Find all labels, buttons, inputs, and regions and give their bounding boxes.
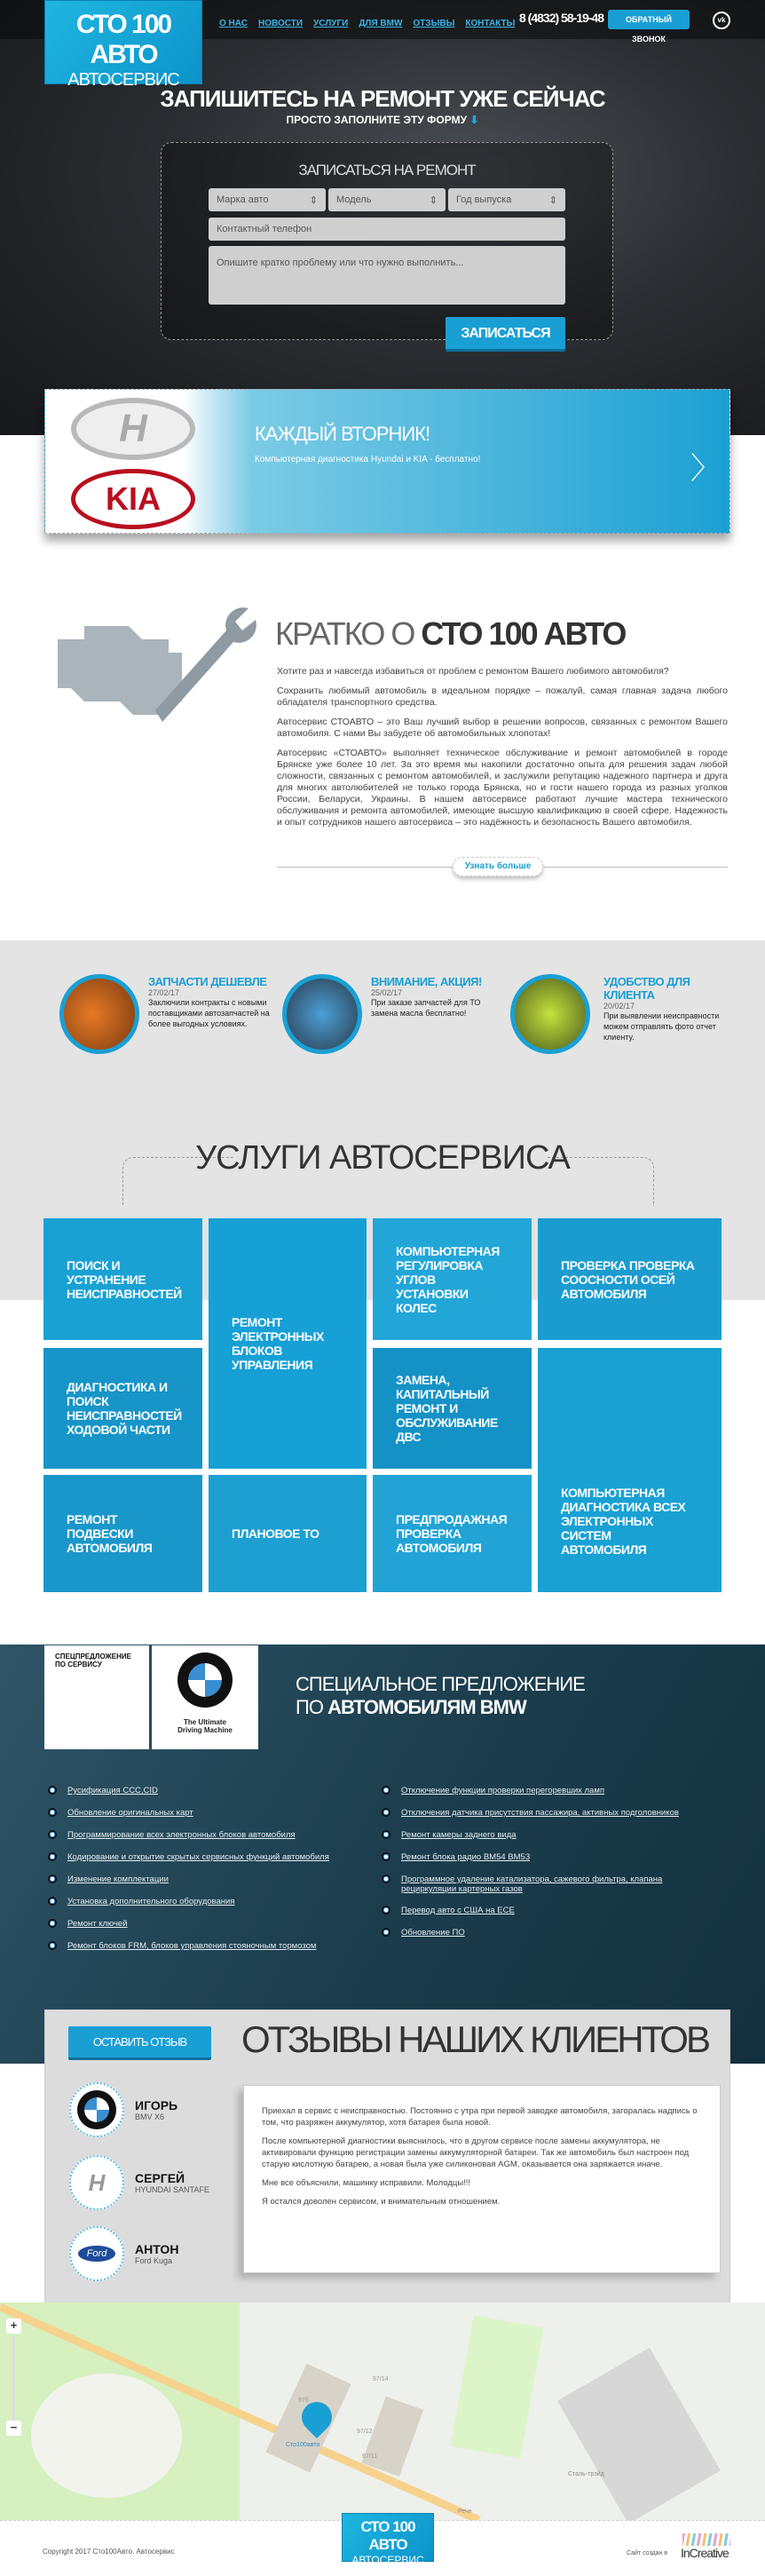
reviewer-car: BMV X6 bbox=[135, 2112, 165, 2121]
news-image[interactable] bbox=[282, 974, 362, 1054]
reviewer[interactable] bbox=[69, 2082, 177, 2137]
bmw-badge: СПЕЦПРЕДЛОЖЕНИЕ ПО СЕРВИСУ bbox=[44, 1645, 149, 1749]
hero-subtitle-text: ПРОСТО ЗАПОЛНИТЕ ЭТУ ФОРМУ bbox=[286, 114, 468, 126]
bmw-service-label: Ремонт ключей bbox=[67, 1919, 128, 1929]
news-text: При заказе запчастей для ТО замена масла бесплатно! bbox=[371, 998, 481, 1018]
bmw-service-label: Русификация CCC,CID bbox=[67, 1786, 158, 1795]
banner-text: Компьютерная диагностика Hyundai и KIA - бесплатно! bbox=[255, 455, 481, 464]
vk-icon[interactable]: vk bbox=[713, 12, 730, 29]
bmw-title-line1: СПЕЦИАЛЬНОЕ ПРЕДЛОЖЕНИЕ bbox=[296, 1673, 585, 1695]
bmw-service-label: Ремонт камеры заднего вида bbox=[401, 1830, 517, 1840]
zoom-in-button[interactable]: + bbox=[6, 2318, 21, 2334]
form-title: ЗАПИСАТЬСЯ НА РЕМОНТ bbox=[298, 162, 476, 178]
bmw-service-link[interactable] bbox=[382, 1786, 604, 1795]
phone-input[interactable]: Контактный телефон bbox=[209, 218, 565, 241]
nav-contacts[interactable]: КОНТАКТЫ bbox=[465, 19, 516, 28]
news-item[interactable] bbox=[603, 975, 728, 1042]
phone-number[interactable]: 8 (4832) 58-19-48 bbox=[519, 11, 604, 25]
news-date: 20/02/17 bbox=[603, 1002, 635, 1011]
service-tile[interactable]: ПРЕДПРОДАЖНАЯ ПРОВЕРКА АВТОМОБИЛЯ bbox=[373, 1475, 532, 1592]
reviewer[interactable] bbox=[69, 2155, 209, 2210]
made-by-label: Сайт создан в bbox=[627, 2550, 668, 2556]
hyundai-logo-icon: H bbox=[69, 2155, 124, 2210]
hyundai-logo-mark: H bbox=[119, 407, 147, 450]
bmw-service-link[interactable] bbox=[48, 1941, 316, 1951]
bmw-service-link[interactable] bbox=[48, 1897, 234, 1906]
bmw-service-label: Изменение комплектации bbox=[67, 1875, 169, 1884]
map-label: 97/11 bbox=[362, 2453, 377, 2460]
service-tile[interactable]: КОМПЬЮТЕРНАЯ ДИАГНОСТИКА ВСЕХ ЭЛЕКТРОННЫХ СИСТЕМ АВТОМОБИЛЯ bbox=[538, 1348, 722, 1592]
hero-subtitle bbox=[0, 114, 765, 126]
ford-logo-icon: Ford bbox=[69, 2226, 124, 2281]
increative-logo-icon bbox=[682, 2533, 730, 2546]
learn-more-button[interactable]: Узнать больше bbox=[453, 857, 543, 876]
map-label: 97/12 bbox=[357, 2429, 373, 2435]
bmw-bullet-icon bbox=[382, 1906, 390, 1914]
news-date: 27/02/17 bbox=[148, 988, 180, 997]
service-tile[interactable]: ДИАГНОСТИКА И ПОИСК НЕИСПРАВНОСТЕЙ ХОДОВОЙ ЧАСТИ bbox=[43, 1348, 202, 1469]
map-label: 97б bbox=[298, 2398, 309, 2404]
review-card bbox=[243, 2085, 721, 2273]
news-item[interactable] bbox=[148, 975, 272, 1029]
bmw-service-link[interactable] bbox=[382, 1875, 683, 1894]
submit-button[interactable]: ЗАПИСАТЬСЯ bbox=[446, 317, 565, 352]
map-place-label: Сто100авто bbox=[286, 2442, 320, 2448]
bmw-service-link[interactable] bbox=[382, 1830, 517, 1840]
bmw-service-label: Программирование всех электронных блоков автомобиля bbox=[67, 1830, 296, 1840]
bmw-service-label: Программное удаление катализатора, сажевого фильтра, клапана рециркуляции картерных газов bbox=[401, 1875, 663, 1894]
services-title: УСЛУГИ АВТОСЕРВИСА bbox=[195, 1139, 570, 1177]
bmw-logo-icon bbox=[69, 2082, 124, 2137]
map-graphics bbox=[0, 2303, 765, 2520]
bmw-logo-box bbox=[152, 1645, 258, 1749]
news-text: При выявлении неисправности можем отправлять фото отчет клиенту. bbox=[603, 1011, 720, 1042]
bmw-roundel-icon bbox=[188, 1663, 222, 1697]
service-tile[interactable]: КОМПЬЮТЕРНАЯ РЕГУЛИРОВКА УГЛОВ УСТАНОВКИ КОЛЕС bbox=[373, 1218, 532, 1340]
bmw-service-link[interactable] bbox=[382, 1808, 679, 1818]
bmw-bullet-icon bbox=[382, 1928, 390, 1937]
banner-title: КАЖДЫЙ ВТОРНИК! bbox=[255, 423, 430, 445]
news-title: ВНИМАНИЕ, АКЦИЯ! bbox=[371, 975, 482, 988]
footer-logo-line1: СТО 100 АВТО bbox=[360, 2518, 415, 2553]
footer-logo[interactable] bbox=[342, 2513, 434, 2566]
service-tile[interactable]: ЗАМЕНА, КАПИТАЛЬНЫЙ РЕМОНТ И ОБСЛУЖИВАНИЕ ДВС bbox=[373, 1348, 532, 1469]
bmw-service-label: Установка дополнительного оборудования bbox=[67, 1897, 235, 1906]
bmw-service-link[interactable] bbox=[48, 1875, 169, 1884]
brand-select[interactable] bbox=[209, 188, 326, 211]
bmw-bullet-icon bbox=[382, 1830, 390, 1839]
bmw-service-link[interactable] bbox=[48, 1830, 296, 1840]
map-label: Сталь-трэйд bbox=[568, 2471, 604, 2477]
bmw-service-label: Отключения датчика присутствия пассажира, активных подголовников bbox=[401, 1808, 679, 1818]
news-image[interactable] bbox=[510, 974, 590, 1054]
bmw-bullet-icon bbox=[382, 1875, 390, 1883]
copyright: Copyright 2017 Сто100Авто. Автосервис bbox=[43, 2548, 175, 2556]
bmw-service-label: Кодирование и открытие скрытых сервисных функций автомобиля bbox=[67, 1852, 329, 1862]
news-title: ЗАПЧАСТИ ДЕШЕВЛЕ bbox=[148, 975, 267, 988]
chevron-right-icon[interactable]: 〉 bbox=[690, 452, 721, 486]
year-select[interactable] bbox=[448, 188, 565, 211]
bmw-slogan-line2: Driving Machine bbox=[177, 1726, 233, 1734]
problem-textarea[interactable]: Опишите кратко проблему или что нужно выполнить... bbox=[209, 246, 565, 305]
reviews-title: ОТЗЫВЫ НАШИХ КЛИЕНТОВ bbox=[241, 2018, 708, 2060]
service-tile[interactable]: РЕМОНТ ПОДВЕСКИ АВТОМОБИЛЯ bbox=[43, 1475, 202, 1592]
bmw-service-label: Обновление ПО bbox=[401, 1928, 465, 1938]
hero-title: ЗАПИШИТЕСЬ НА РЕМОНТ УЖЕ СЕЙЧАС bbox=[160, 85, 605, 112]
kia-logo: KIA bbox=[71, 469, 195, 529]
reviewer-name: ИГОРЬ bbox=[135, 2098, 178, 2112]
map[interactable] bbox=[0, 2303, 765, 2520]
zoom-out-button[interactable]: − bbox=[6, 2421, 21, 2436]
bmw-service-link[interactable] bbox=[382, 1906, 515, 1915]
year-select-value: Год выпуска bbox=[456, 194, 512, 205]
bmw-bullet-icon bbox=[48, 1786, 57, 1795]
nav-about[interactable]: О НАС bbox=[219, 19, 248, 28]
reviewer-car: HYUNDAI SANTAFE bbox=[135, 2185, 209, 2194]
bmw-title bbox=[296, 1673, 585, 1719]
bmw-slogan-line1: The Ultimate bbox=[183, 1718, 226, 1726]
bmw-bullet-icon bbox=[48, 1941, 57, 1950]
bmw-service-link[interactable] bbox=[48, 1786, 158, 1795]
engine-wrench-icon bbox=[40, 586, 257, 728]
bmw-service-link[interactable] bbox=[48, 1919, 128, 1929]
bmw-logo bbox=[177, 1653, 233, 1708]
reviewer-name: АНТОН bbox=[135, 2242, 179, 2256]
about-paragraph: Сохранить любимый автомобиль в идеальном порядке – пожалуй, самая главная задача любого обладателя транспортного средства. bbox=[277, 686, 728, 708]
bmw-bullet-icon bbox=[48, 1875, 57, 1883]
reviewer-car: Ford Kuga bbox=[135, 2256, 173, 2265]
bmw-service-link[interactable] bbox=[382, 1852, 530, 1862]
about-paragraph: Автосервис «СТОАВТО» выполняет техническое обслуживание и ремонт автомобилей в городе Брянске уже более 10 лет. За это время мы накопили достаточно опыта для решения задач любой сложности, связанных с ремонтом автомобилей, и заслужили репутацию надежного партнера и друга для многих автолюбителей не только города Брянска, но и гости нашего города из разных уголков России, Беларуси, Украины. В нашем автосервисе работают лучшие мастера технического обслуживания и ремонта автомобилей, имеющие высшую квалификацию в своей сфере. Надежность и опыт сотрудников нашего автосервиса – это надёжность и безопасность Вашего автомобиля. bbox=[277, 748, 728, 828]
model-select[interactable] bbox=[328, 188, 446, 211]
service-tile[interactable]: ПОИСК И УСТРАНЕНИЕ НЕИСПРАВНОСТЕЙ bbox=[43, 1218, 202, 1340]
bmw-service-label: Ремонт блока радио BM54 BM53 bbox=[401, 1852, 531, 1862]
logo-line1: СТО 100 АВТО bbox=[75, 10, 171, 69]
logo-line2: АВТОСЕРВИС bbox=[67, 70, 179, 90]
map-label: Речн bbox=[458, 2509, 472, 2515]
bmw-bullet-icon bbox=[48, 1919, 57, 1928]
map-label: 97/14 bbox=[373, 2376, 389, 2382]
bmw-bullet-icon bbox=[382, 1808, 390, 1817]
bmw-title-bold: АВТОМОБИЛЯМ BMW bbox=[327, 1696, 526, 1718]
bmw-bullet-icon bbox=[382, 1786, 390, 1795]
review-paragraph: Мне все объяснили, машинку исправили. Молодцы!!! bbox=[262, 2178, 471, 2188]
bmw-bullet-icon bbox=[48, 1852, 57, 1861]
review-paragraph: Приехал в сервис с неисправностью. Постоянно с утра при первой заводке автомобиля, загоралась надпись о том, что разряжен аккумулятор, хотя батарея была новой. bbox=[262, 2106, 698, 2128]
select-arrows-icon: ⇕ bbox=[309, 194, 318, 206]
review-paragraph: После компьютерной диагностики выяснилось, что в другом сервисе после замены аккумулятора, не активировали функцию регистрации замены аккумуляторной батареи. Так же автомобиль был настроен под старую кислотную батарею, а новая была уже силиконовая AGM, оказывается она заряжается иначе. bbox=[262, 2136, 690, 2169]
about-paragraph: Автосервис СТОАВТО – это Ваш лучший выбор в решении вопросов, связанных с ремонтом Вашего автомобиля. С нами Вы забудете об автомобильных хлопотах! bbox=[277, 717, 728, 739]
zoom-slider[interactable] bbox=[12, 2336, 15, 2421]
about-paragraph: Хотите раз и навсегда избавиться от проблем с ремонтом Вашего любимого автомобиля? bbox=[277, 666, 669, 677]
footer-logo-line2: АВТОСЕРВИС bbox=[351, 2554, 424, 2566]
select-arrows-icon: ⇕ bbox=[429, 194, 438, 206]
nav-reviews[interactable]: ОТЗЫВЫ bbox=[413, 19, 455, 28]
select-arrows-icon: ⇕ bbox=[548, 194, 557, 206]
news-title: УДОБСТВО ДЛЯ КЛИЕНТА bbox=[603, 975, 690, 1002]
callback-button[interactable]: ОБРАТНЫЙ ЗВОНОК bbox=[608, 10, 690, 29]
nav-news[interactable]: НОВОСТИ bbox=[257, 19, 304, 28]
reviewer-name: СЕРГЕЙ bbox=[135, 2171, 185, 2185]
bmw-bullet-icon bbox=[382, 1852, 390, 1861]
brand-select-value: Марка авто bbox=[217, 194, 269, 205]
about-title-bold: СТО 100 АВТО bbox=[421, 615, 626, 652]
news-date: 25/02/17 bbox=[371, 988, 403, 997]
about-text bbox=[277, 666, 728, 836]
review-paragraph: Я остался доволен сервисом, и внимательным отношением. bbox=[262, 2197, 501, 2207]
model-select-value: Модель bbox=[336, 194, 372, 205]
news-text: Заключили контракты с новыми поставщиками автозапчастей на более выгодных условиях. bbox=[148, 998, 270, 1028]
bmw-service-link[interactable] bbox=[48, 1852, 329, 1862]
bmw-title-light: ПО bbox=[296, 1696, 323, 1718]
service-tile[interactable]: РЕМОНТ ЭЛЕКТРОННЫХ БЛОКОВ УПРАВЛЕНИЯ bbox=[209, 1218, 367, 1469]
bmw-service-label: Обновление оригинальных карт bbox=[67, 1808, 193, 1818]
arrow-down-icon: ⬇ bbox=[469, 114, 479, 126]
bmw-bullet-icon bbox=[48, 1808, 57, 1817]
bmw-service-label: Ремонт блоков FRM, блоков управления стояночным тормозом bbox=[67, 1941, 317, 1951]
bmw-bullet-icon bbox=[48, 1897, 57, 1906]
about-title bbox=[275, 615, 625, 653]
bmw-service-link[interactable] bbox=[48, 1808, 193, 1818]
bmw-service-link[interactable] bbox=[382, 1928, 465, 1938]
about-title-light: КРАТКО О bbox=[275, 615, 414, 652]
news-image[interactable] bbox=[59, 974, 139, 1054]
nav-bmw[interactable]: ДЛЯ BMW bbox=[359, 19, 403, 28]
reviewer[interactable] bbox=[69, 2226, 178, 2281]
site-logo[interactable] bbox=[44, 0, 202, 90]
leave-review-button[interactable]: ОСТАВИТЬ ОТЗЫВ bbox=[68, 2026, 211, 2060]
studio-link[interactable]: InCreative bbox=[681, 2546, 729, 2560]
nav-services[interactable]: УСЛУГИ bbox=[313, 19, 349, 28]
hyundai-logo bbox=[71, 398, 195, 460]
service-tile[interactable]: ПРОВЕРКА ПРОВЕРКА СООСНОСТИ ОСЕЙ АВТОМОБИЛЯ bbox=[538, 1218, 722, 1340]
bmw-service-label: Отключение функции проверки перегоревших ламп bbox=[401, 1786, 605, 1795]
main-nav bbox=[219, 14, 525, 30]
news-item[interactable] bbox=[371, 975, 495, 1019]
service-tile[interactable]: ПЛАНОВОЕ ТО bbox=[209, 1475, 367, 1592]
bmw-bullet-icon bbox=[48, 1830, 57, 1839]
bmw-service-label: Перевод авто с США на ECE bbox=[401, 1906, 515, 1915]
